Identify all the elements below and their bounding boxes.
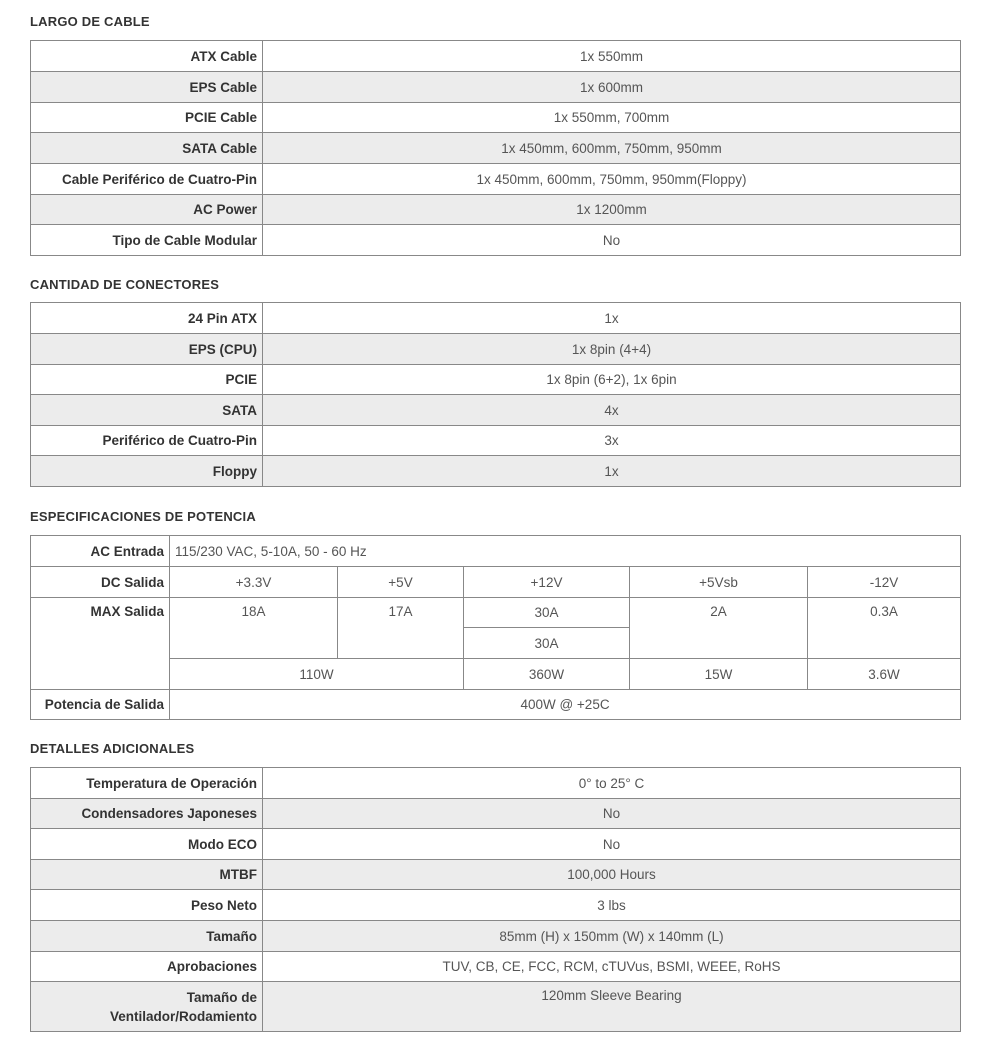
cable-length-table (30, 40, 961, 256)
table-row (31, 225, 961, 256)
table-row (31, 982, 961, 1032)
max-output-row (31, 598, 961, 628)
section-title-cable-length: LARGO DE CABLE (30, 14, 150, 29)
row-label: SATA (31, 395, 263, 426)
rail-12v: +12V (464, 567, 630, 598)
power-table (30, 535, 961, 720)
row-value: No (263, 799, 961, 829)
row-label: Modo ECO (31, 829, 263, 860)
row-value: TUV, CB, CE, FCC, RCM, cTUVus, BSMI, WEEE, RoHS (263, 952, 961, 982)
table-row (31, 164, 961, 195)
connectors-table (30, 302, 961, 487)
table-row (31, 133, 961, 164)
row-label: Temperatura de Operación (31, 768, 263, 799)
row-label-line-1: Tamaño de (186, 989, 257, 1005)
table-row (31, 768, 961, 799)
rail-3v3: +3.3V (170, 567, 338, 598)
row-value: 1x (263, 456, 961, 487)
row-value: 100,000 Hours (263, 860, 961, 890)
ac-input-label: AC Entrada (31, 536, 170, 567)
watts-12v: 360W (464, 659, 630, 690)
max-output-label: MAX Salida (31, 598, 170, 690)
row-value: 1x 8pin (4+4) (263, 334, 961, 365)
row-value: 1x 450mm, 600mm, 750mm, 950mm(Floppy) (263, 164, 961, 195)
row-label: EPS (CPU) (31, 334, 263, 365)
row-label: Condensadores Japoneses (31, 799, 263, 829)
table-row (31, 456, 961, 487)
watts-minus-12v: 3.6W (808, 659, 961, 690)
row-value: No (263, 225, 961, 256)
row-value: 3x (263, 426, 961, 456)
table-row (31, 395, 961, 426)
table-row (31, 303, 961, 334)
row-label: SATA Cable (31, 133, 263, 164)
row-label: PCIE Cable (31, 103, 263, 133)
section-title-connectors: CANTIDAD DE CONECTORES (30, 277, 220, 292)
table-row (31, 365, 961, 395)
row-label: Cable Periférico de Cuatro-Pin (31, 164, 263, 195)
table-row (31, 799, 961, 829)
max-3v3: 18A (170, 598, 338, 659)
rail-minus-12v: -12V (808, 567, 961, 598)
row-value: 1x 550mm (263, 41, 961, 72)
section-title-details: DETALLES ADICIONALES (30, 741, 195, 756)
row-label: Tamaño (31, 921, 263, 952)
table-row (31, 860, 961, 890)
row-label: PCIE (31, 365, 263, 395)
watts-5vsb: 15W (630, 659, 808, 690)
max-minus-12v: 0.3A (808, 598, 961, 659)
table-row (31, 72, 961, 103)
ac-input-value: 115/230 VAC, 5-10A, 50 - 60 Hz (170, 536, 961, 567)
max-5v: 17A (338, 598, 464, 659)
row-label: Floppy (31, 456, 263, 487)
table-row (31, 41, 961, 72)
row-value: 1x 600mm (263, 72, 961, 103)
section-title-power: ESPECIFICACIONES DE POTENCIA (30, 509, 256, 524)
table-row (31, 334, 961, 365)
max-5vsb: 2A (630, 598, 808, 659)
row-label (31, 982, 263, 1032)
row-value: 1x 550mm, 700mm (263, 103, 961, 133)
row-value: 1x (263, 303, 961, 334)
table-row (31, 890, 961, 921)
table-row (31, 921, 961, 952)
row-value: 4x (263, 395, 961, 426)
output-power-value: 400W @ +25C (170, 690, 961, 720)
table-row (31, 952, 961, 982)
dc-output-label: DC Salida (31, 567, 170, 598)
table-row (31, 426, 961, 456)
rail-5vsb: +5Vsb (630, 567, 808, 598)
row-label: Tipo de Cable Modular (31, 225, 263, 256)
table-row (31, 195, 961, 225)
row-value: 1x 8pin (6+2), 1x 6pin (263, 365, 961, 395)
row-label: MTBF (31, 860, 263, 890)
watts-row (31, 659, 961, 690)
row-value: No (263, 829, 961, 860)
row-label: EPS Cable (31, 72, 263, 103)
ac-input-row (31, 536, 961, 567)
max-12v-a: 30A (464, 598, 630, 628)
row-label: Aprobaciones (31, 952, 263, 982)
output-power-label: Potencia de Salida (31, 690, 170, 720)
row-label-line-2: Ventilador/Rodamiento (109, 1008, 257, 1024)
row-value: 0° to 25° C (263, 768, 961, 799)
table-row (31, 103, 961, 133)
row-label: Periférico de Cuatro-Pin (31, 426, 263, 456)
table-row (31, 829, 961, 860)
row-value: 3 lbs (263, 890, 961, 921)
details-table (30, 767, 961, 1032)
max-12v-b: 30A (464, 628, 630, 659)
dc-output-row (31, 567, 961, 598)
row-label: 24 Pin ATX (31, 303, 263, 334)
output-power-row (31, 690, 961, 720)
row-value: 1x 450mm, 600mm, 750mm, 950mm (263, 133, 961, 164)
watts-combined: 110W (170, 659, 464, 690)
rail-5v: +5V (338, 567, 464, 598)
row-value: 120mm Sleeve Bearing (263, 982, 961, 1032)
row-label: ATX Cable (31, 41, 263, 72)
row-value: 1x 1200mm (263, 195, 961, 225)
row-value: 85mm (H) x 150mm (W) x 140mm (L) (263, 921, 961, 952)
row-label: AC Power (31, 195, 263, 225)
row-label: Peso Neto (31, 890, 263, 921)
